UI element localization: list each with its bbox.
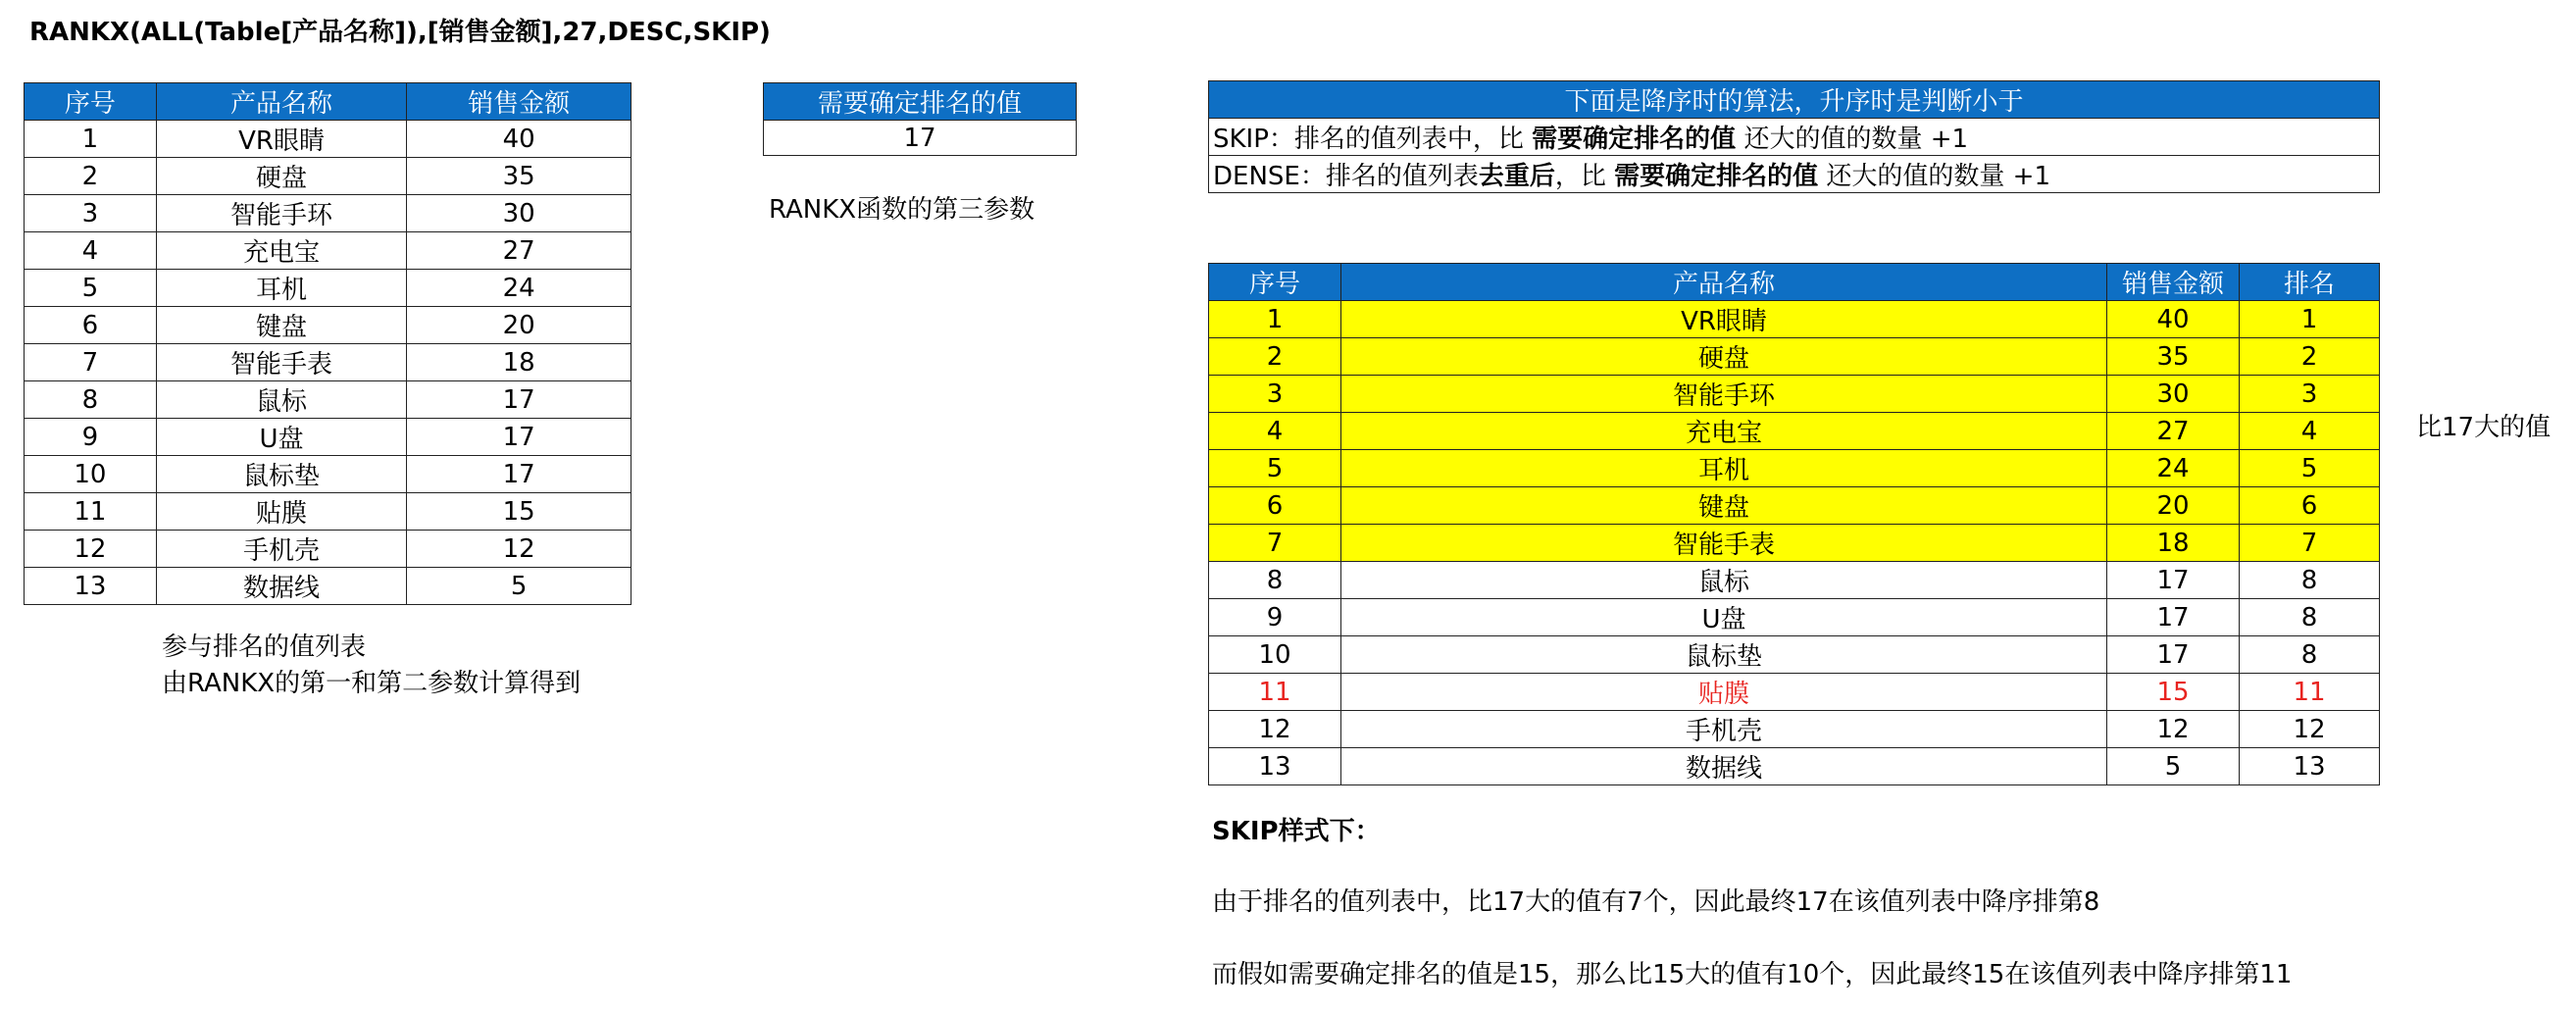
table-cell: 30 <box>407 195 631 232</box>
table-row <box>1209 487 2380 525</box>
explain-header: 下面是降序时的算法，升序时是判断小于 <box>1209 81 2380 119</box>
table-cell: 智能手环 <box>1341 376 2107 413</box>
table-cell: 充电宝 <box>1341 413 2107 450</box>
table-cell: 20 <box>407 307 631 344</box>
table-row <box>1209 413 2380 450</box>
formula-text: RANKX(ALL(Table[产品名称]),[销售金额],27,DESC,SKIP) <box>29 18 771 47</box>
table-cell: 6 <box>25 307 157 344</box>
value-list-note-line1: 参与排名的值列表 <box>162 632 367 662</box>
table-row <box>1209 338 2380 376</box>
table-cell: 鼠标 <box>156 381 407 419</box>
table-cell: 手机壳 <box>1341 711 2107 748</box>
table-cell: 硬盘 <box>156 158 407 195</box>
table-cell: 17 <box>407 419 631 456</box>
table-row <box>1209 636 2380 674</box>
table-row <box>25 270 631 307</box>
skip-notes-line1: 由于排名的值列表中，比17大的值有7个，因此最终17在该值列表中降序排第8 <box>1212 887 2100 917</box>
table-cell: 5 <box>25 270 157 307</box>
table-cell: 5 <box>2240 450 2380 487</box>
table-cell: 2 <box>2240 338 2380 376</box>
table-cell: 鼠标垫 <box>1341 636 2107 674</box>
table-cell: 2 <box>1209 338 1341 376</box>
skip-rule-suffix: 还大的值的数量 +1 <box>1736 125 1969 154</box>
table-cell: 13 <box>2240 748 2380 785</box>
skip-rule-prefix: SKIP：排名的值列表中，比 <box>1213 125 1533 154</box>
table-cell: 30 <box>2107 376 2240 413</box>
table-cell: 充电宝 <box>156 232 407 270</box>
skip-notes-line2: 而假如需要确定排名的值是15，那么比15大的值有10个，因此最终15在该值列表中降序排第11 <box>1212 960 2293 989</box>
value-to-rank-box <box>763 82 1077 156</box>
table-cell: VR眼睛 <box>1341 301 2107 338</box>
table-cell: 12 <box>407 531 631 568</box>
table-cell: 7 <box>1209 525 1341 562</box>
table-cell: 5 <box>2107 748 2240 785</box>
table-cell: 4 <box>1209 413 1341 450</box>
table-cell: 40 <box>407 121 631 158</box>
table-cell: 4 <box>25 232 157 270</box>
table-cell: 11 <box>25 493 157 531</box>
value-list-table <box>24 82 631 605</box>
table-header-row <box>25 83 631 121</box>
table-row <box>1209 450 2380 487</box>
table-row <box>25 493 631 531</box>
table-cell: VR眼睛 <box>156 121 407 158</box>
value-list-note <box>162 630 581 702</box>
column-header: 销售金额 <box>407 83 631 121</box>
table-cell: 8 <box>2240 599 2380 636</box>
table-cell: 2 <box>25 158 157 195</box>
table-cell: 7 <box>25 344 157 381</box>
dense-rule <box>1209 156 2380 193</box>
value-box-value: 17 <box>764 121 1077 156</box>
table-row <box>25 456 631 493</box>
table-row <box>25 419 631 456</box>
table-cell: 1 <box>25 121 157 158</box>
table-cell: 12 <box>2107 711 2240 748</box>
table-cell: 12 <box>25 531 157 568</box>
table-cell: 智能手环 <box>156 195 407 232</box>
value-list-note-line2: 由RANKX的第一和第二参数计算得到 <box>162 669 581 698</box>
table-cell: 数据线 <box>156 568 407 605</box>
table-row <box>25 307 631 344</box>
table-cell: 18 <box>2107 525 2240 562</box>
table-cell: 10 <box>25 456 157 493</box>
table-cell: U盘 <box>1341 599 2107 636</box>
dense-rule-mid: ，比 <box>1554 162 1615 191</box>
column-header: 排名 <box>2240 264 2380 301</box>
table-cell: 7 <box>2240 525 2380 562</box>
table-row <box>25 195 631 232</box>
table-cell: 40 <box>2107 301 2240 338</box>
table-cell: 35 <box>2107 338 2240 376</box>
table-cell: 35 <box>407 158 631 195</box>
skip-notes-title: SKIP样式下： <box>1212 817 1381 846</box>
table-row <box>25 121 631 158</box>
table-row <box>25 158 631 195</box>
table-cell: 5 <box>407 568 631 605</box>
table-row <box>25 531 631 568</box>
table-cell: 3 <box>25 195 157 232</box>
table-cell: 8 <box>1209 562 1341 599</box>
table-cell: 8 <box>2240 636 2380 674</box>
table-cell: 12 <box>1209 711 1341 748</box>
skip-rule-bold: 需要确定排名的值 <box>1532 125 1737 154</box>
table-cell: 数据线 <box>1341 748 2107 785</box>
table-cell: 手机壳 <box>156 531 407 568</box>
column-header: 产品名称 <box>1341 264 2107 301</box>
table-cell: 1 <box>2240 301 2380 338</box>
table-cell: U盘 <box>156 419 407 456</box>
table-cell: 17 <box>2107 599 2240 636</box>
column-header: 序号 <box>25 83 157 121</box>
dense-rule-bold1: 去重后 <box>1478 162 1555 191</box>
table-row <box>25 344 631 381</box>
table-cell: 鼠标垫 <box>156 456 407 493</box>
table-row <box>1209 525 2380 562</box>
table-cell: 17 <box>2107 636 2240 674</box>
dense-rule-prefix: DENSE：排名的值列表 <box>1213 162 1479 191</box>
table-row <box>1209 674 2380 711</box>
column-header: 序号 <box>1209 264 1341 301</box>
table-cell: 智能手表 <box>156 344 407 381</box>
table-cell: 6 <box>1209 487 1341 525</box>
table-cell: 11 <box>1209 674 1341 711</box>
table-cell: 3 <box>2240 376 2380 413</box>
table-cell: 11 <box>2240 674 2380 711</box>
table-cell: 17 <box>2107 562 2240 599</box>
third-param-note: RANKX函数的第三参数 <box>769 195 1035 225</box>
table-cell: 17 <box>407 456 631 493</box>
algorithm-explain-table <box>1208 80 2380 193</box>
skip-rule <box>1209 119 2380 156</box>
table-header-row <box>1209 264 2380 301</box>
table-row <box>1209 748 2380 785</box>
table-cell: 9 <box>25 419 157 456</box>
table-cell: 鼠标 <box>1341 562 2107 599</box>
table-row <box>1209 599 2380 636</box>
table-cell: 8 <box>25 381 157 419</box>
table-cell: 硬盘 <box>1341 338 2107 376</box>
table-cell: 17 <box>407 381 631 419</box>
table-cell: 键盘 <box>1341 487 2107 525</box>
table-cell: 8 <box>2240 562 2380 599</box>
table-row <box>1209 711 2380 748</box>
table-cell: 1 <box>1209 301 1341 338</box>
table-cell: 18 <box>407 344 631 381</box>
column-header: 销售金额 <box>2107 264 2240 301</box>
table-cell: 15 <box>407 493 631 531</box>
table-row <box>1209 301 2380 338</box>
table-cell: 24 <box>407 270 631 307</box>
table-cell: 4 <box>2240 413 2380 450</box>
value-box-header: 需要确定排名的值 <box>764 83 1077 121</box>
table-cell: 27 <box>407 232 631 270</box>
table-cell: 27 <box>2107 413 2240 450</box>
table-row <box>1209 376 2380 413</box>
table-cell: 10 <box>1209 636 1341 674</box>
table-cell: 20 <box>2107 487 2240 525</box>
table-cell: 耳机 <box>1341 450 2107 487</box>
ranking-table <box>1208 263 2380 785</box>
table-cell: 13 <box>1209 748 1341 785</box>
table-cell: 耳机 <box>156 270 407 307</box>
table-cell: 13 <box>25 568 157 605</box>
table-cell: 24 <box>2107 450 2240 487</box>
table-cell: 智能手表 <box>1341 525 2107 562</box>
table-row <box>25 381 631 419</box>
dense-rule-bold2: 需要确定排名的值 <box>1614 162 1819 191</box>
table-cell: 9 <box>1209 599 1341 636</box>
table-cell: 贴膜 <box>156 493 407 531</box>
table-cell: 键盘 <box>156 307 407 344</box>
table-cell: 15 <box>2107 674 2240 711</box>
table-row <box>1209 562 2380 599</box>
table-cell: 6 <box>2240 487 2380 525</box>
table-cell: 3 <box>1209 376 1341 413</box>
greater-than-17-note: 比17大的值 <box>2416 413 2551 442</box>
table-cell: 贴膜 <box>1341 674 2107 711</box>
table-cell: 5 <box>1209 450 1341 487</box>
table-cell: 12 <box>2240 711 2380 748</box>
table-row <box>25 232 631 270</box>
table-row <box>25 568 631 605</box>
column-header: 产品名称 <box>156 83 407 121</box>
dense-rule-suffix: 还大的值的数量 +1 <box>1818 162 2050 191</box>
